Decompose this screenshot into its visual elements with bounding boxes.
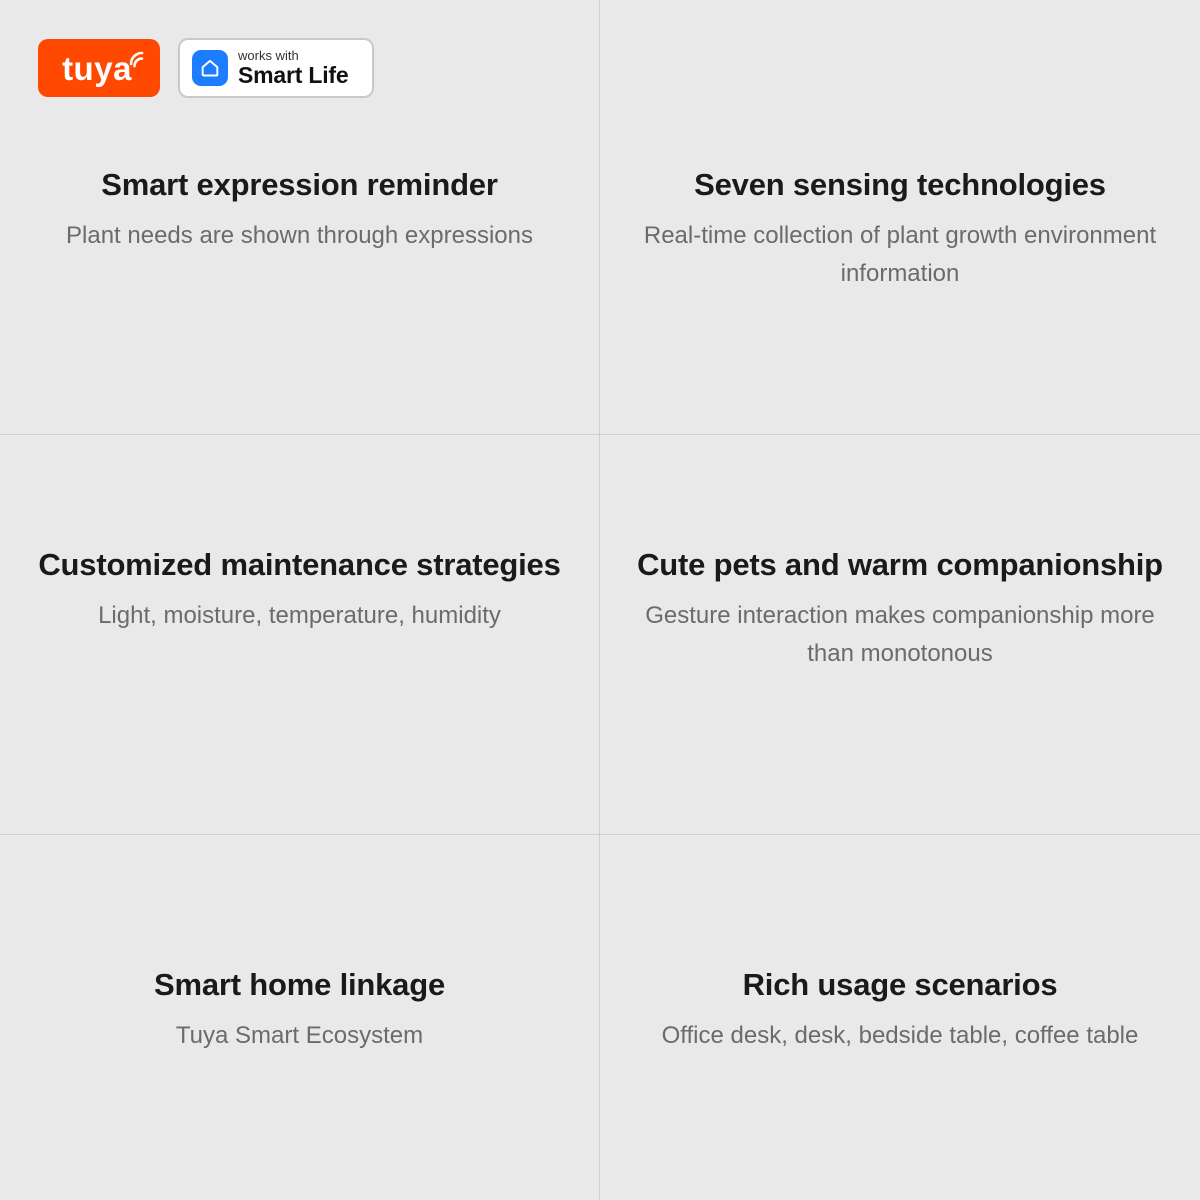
feature-title: Smart home linkage bbox=[154, 967, 445, 1002]
feature-description: Light, moisture, temperature, humidity bbox=[98, 601, 501, 629]
feature-title: Rich usage scenarios bbox=[742, 967, 1058, 1002]
feature-cell-customized-maintenance-strategies bbox=[0, 435, 600, 835]
smart-home-icon bbox=[192, 50, 228, 86]
feature-description: Office desk, desk, bedside table, coffee table bbox=[661, 1021, 1139, 1049]
feature-cell-rich-usage-scenarios bbox=[600, 835, 1200, 1200]
feature-cell-cute-pets-and-warm-companionship bbox=[600, 435, 1200, 835]
feature-title: Smart expression reminder bbox=[101, 167, 498, 202]
feature-title: Cute pets and warm companionship bbox=[637, 547, 1163, 582]
feature-description: Plant needs are shown through expressions bbox=[66, 221, 533, 249]
smart-life-name: Smart Life bbox=[238, 61, 349, 88]
wifi-signal-icon bbox=[128, 51, 148, 71]
smart-life-works-with: works with bbox=[238, 48, 299, 64]
feature-description: Gesture interaction makes companionship more than monotonous bbox=[645, 601, 1155, 667]
feature-description: Tuya Smart Ecosystem bbox=[175, 1021, 424, 1049]
tuya-label: tuya bbox=[62, 49, 132, 87]
feature-description: Real-time collection of plant growth environment information bbox=[643, 221, 1157, 287]
feature-cell-smart-home-linkage bbox=[0, 835, 600, 1200]
feature-title: Seven sensing technologies bbox=[694, 167, 1106, 202]
feature-title: Customized maintenance strategies bbox=[38, 547, 561, 582]
smart-life-text bbox=[238, 49, 348, 87]
feature-cell-seven-sensing-technologies bbox=[600, 0, 1200, 435]
brand-badges bbox=[38, 38, 374, 98]
tuya-badge bbox=[38, 39, 160, 97]
smart-life-badge bbox=[178, 38, 374, 98]
